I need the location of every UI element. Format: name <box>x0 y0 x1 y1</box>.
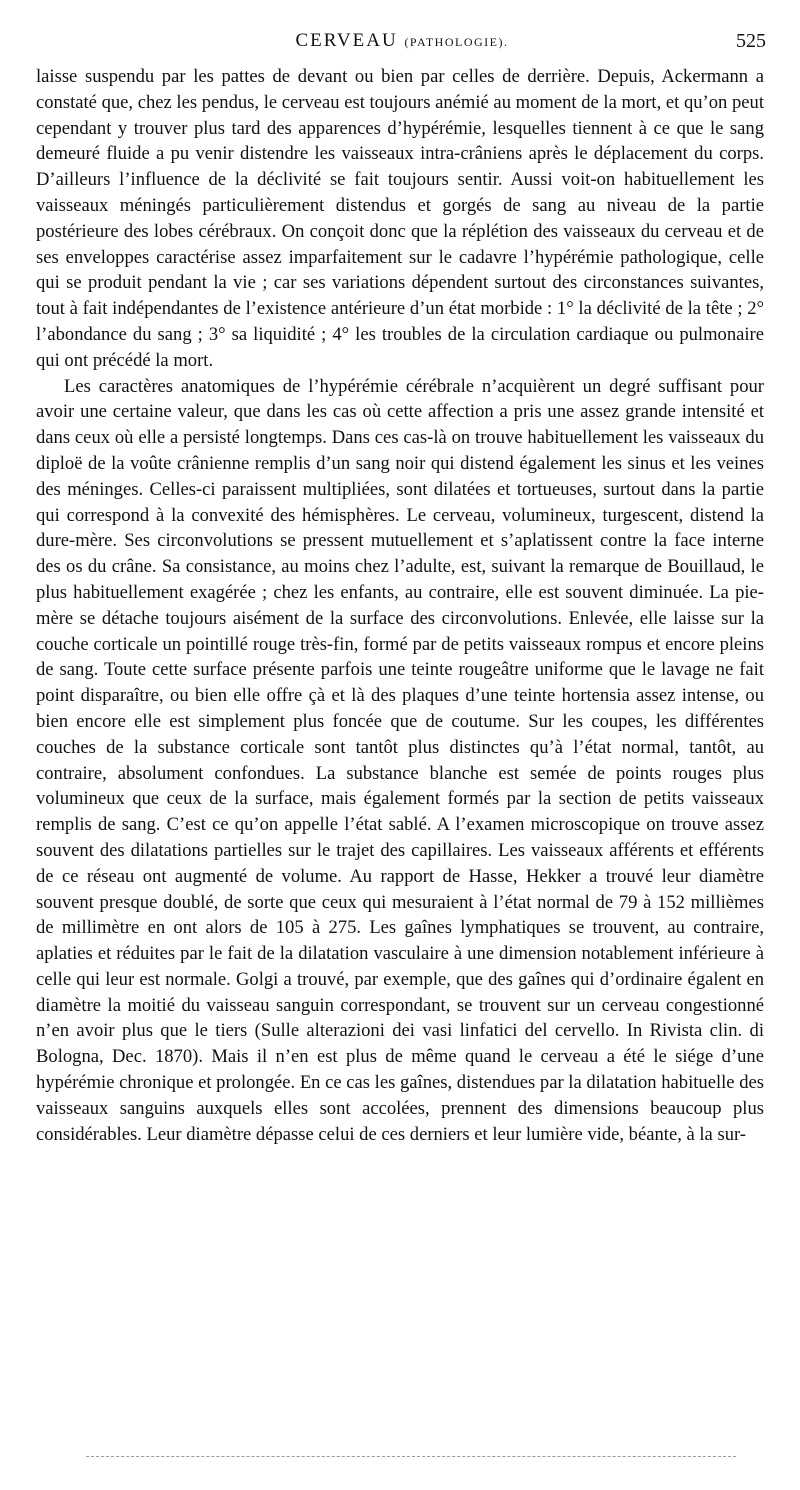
header-title: CERVEAU <box>295 30 398 51</box>
body-text <box>36 64 764 1147</box>
header-subtitle: (PATHOLOGIE). <box>404 35 509 49</box>
paragraph-2: Les caractères anatomiques de l’hypérémie cérébrale n’acquièrent un degré suffisant pour avoir une certaine valeur, que dans les cas où cette affection a pris une assez grande intensité et dans ceux où elle a persisté longtemps. Dans ces cas-là on trouve habituellement les vaisseaux du diploë de la voûte crânienne remplis d’un sang noir qui distend également les sinus et les veines des méninges. Celles-ci paraissent multipliées, sont dilatées et tortueuses, surtout dans la partie qui correspond à la convexité des hémisphères. Le cerveau, volumineux, turgescent, distend la dure-mère. Ses circonvolutions se pressent mutuellement et s’aplatissent contre la face interne des os du crâne. Sa consistance, au moins chez l’adulte, est, suivant la remarque de Bouillaud, le plus habituellement exagérée ; chez les enfants, au contraire, elle est souvent diminuée. La pie-mère se détache toujours aisément de la surface des circonvolutions. Enlevée, elle laisse sur la couche corticale un pointillé rouge très-fin, formé par de petits vaisseaux rompus et encore pleins de sang. Toute cette surface présente parfois une teinte rougeâtre uniforme que le lavage ne fait point disparaître, ou bien elle offre çà et là des plaques d’une teinte hortensia assez intense, ou bien encore elle est simplement plus foncée que de coutume. Sur les coupes, les différentes couches de la substance corticale sont tantôt plus distinctes qu’à l’état normal, tantôt, au contraire, absolument confondues. La substance blanche est semée de points rouges plus volumineux que ceux de la surface, mais également formés par la section de petits vaisseaux remplis de sang. C’est ce qu’on appelle l’état sablé. A l’examen microscopique on trouve assez souvent des dilatations partielles sur le trajet des capillaires. Les vaisseaux afférents et efférents de ce réseau ont augmenté de volume. Au rapport de Hasse, Hekker a trouvé leur diamètre souvent presque doublé, de sorte que ceux qui mesuraient à l’état normal de 79 à 152 millièmes de millimètre en ont alors de 105 à 275. Les gaînes lymphatiques se trouvent, au contraire, aplaties et réduites par le fait de la dilatation vasculaire à une dimension notablement inférieure à celle qui leur est normale. Golgi a trouvé, par exemple, que des gaînes qui d’ordinaire égalent en diamètre la moitié du vaisseau sanguin correspondant, se trouvent sur un cerveau congestionné n’en avoir plus que le tiers (Sulle alterazioni dei vasi linfatici del cervello. In Rivista clin. di Bologna, Dec. 1870). Mais il n’en est plus de même quand le cerveau a été le siége d’une hypérémie chronique et prolongée. En ce cas les gaînes, distendues par la dilatation habituelle des vaisseaux sanguins auxquels elles sont accolées, prennent des dimensions beaucoup plus considérables. Leur diamètre dépasse celui de ces derniers et leur lumière vide, béante, à la sur- <box>36 375 764 1145</box>
running-header <box>36 30 768 54</box>
paragraph-1: laisse suspendu par les pattes de devant ou bien par celles de derrière. Depuis, Ackermann a constaté que, chez les pendus, le cerveau est toujours anémié au moment de la mort, et qu’on peut cependant y trouver plus tard des apparences d’hypérémie, lesquelles tiennent à ce que le sang demeuré fluide a pu venir distendre les vaisseaux intra-crâniens après le déplacement du corps. D’ailleurs l’influence de la déclivité se fait toujours sentir. Aussi voit-on habituellement les vaisseaux méningés particulièrement distendus et gorgés de sang au niveau de la partie postérieure des lobes cérébraux. On conçoit donc que la réplétion des vaisseaux du cerveau et de ses enveloppes caractérise assez imparfaitement sur le cadavre l’hypérémie pathologique, celle qui se produit pendant la vie ; car ses variations dépendent surtout des circonstances suivantes, tout à fait indépendantes de l’existence antérieure d’un état morbide : 1° la déclivité de la tête ; 2° l’abondance du sang ; 3° sa liquidité ; 4° les troubles de la circulation cardiaque ou pulmonaire qui ont précédé la mort. <box>36 66 765 371</box>
running-title <box>36 30 768 52</box>
page-number: 525 <box>736 30 766 52</box>
footer-rule <box>86 1456 736 1457</box>
